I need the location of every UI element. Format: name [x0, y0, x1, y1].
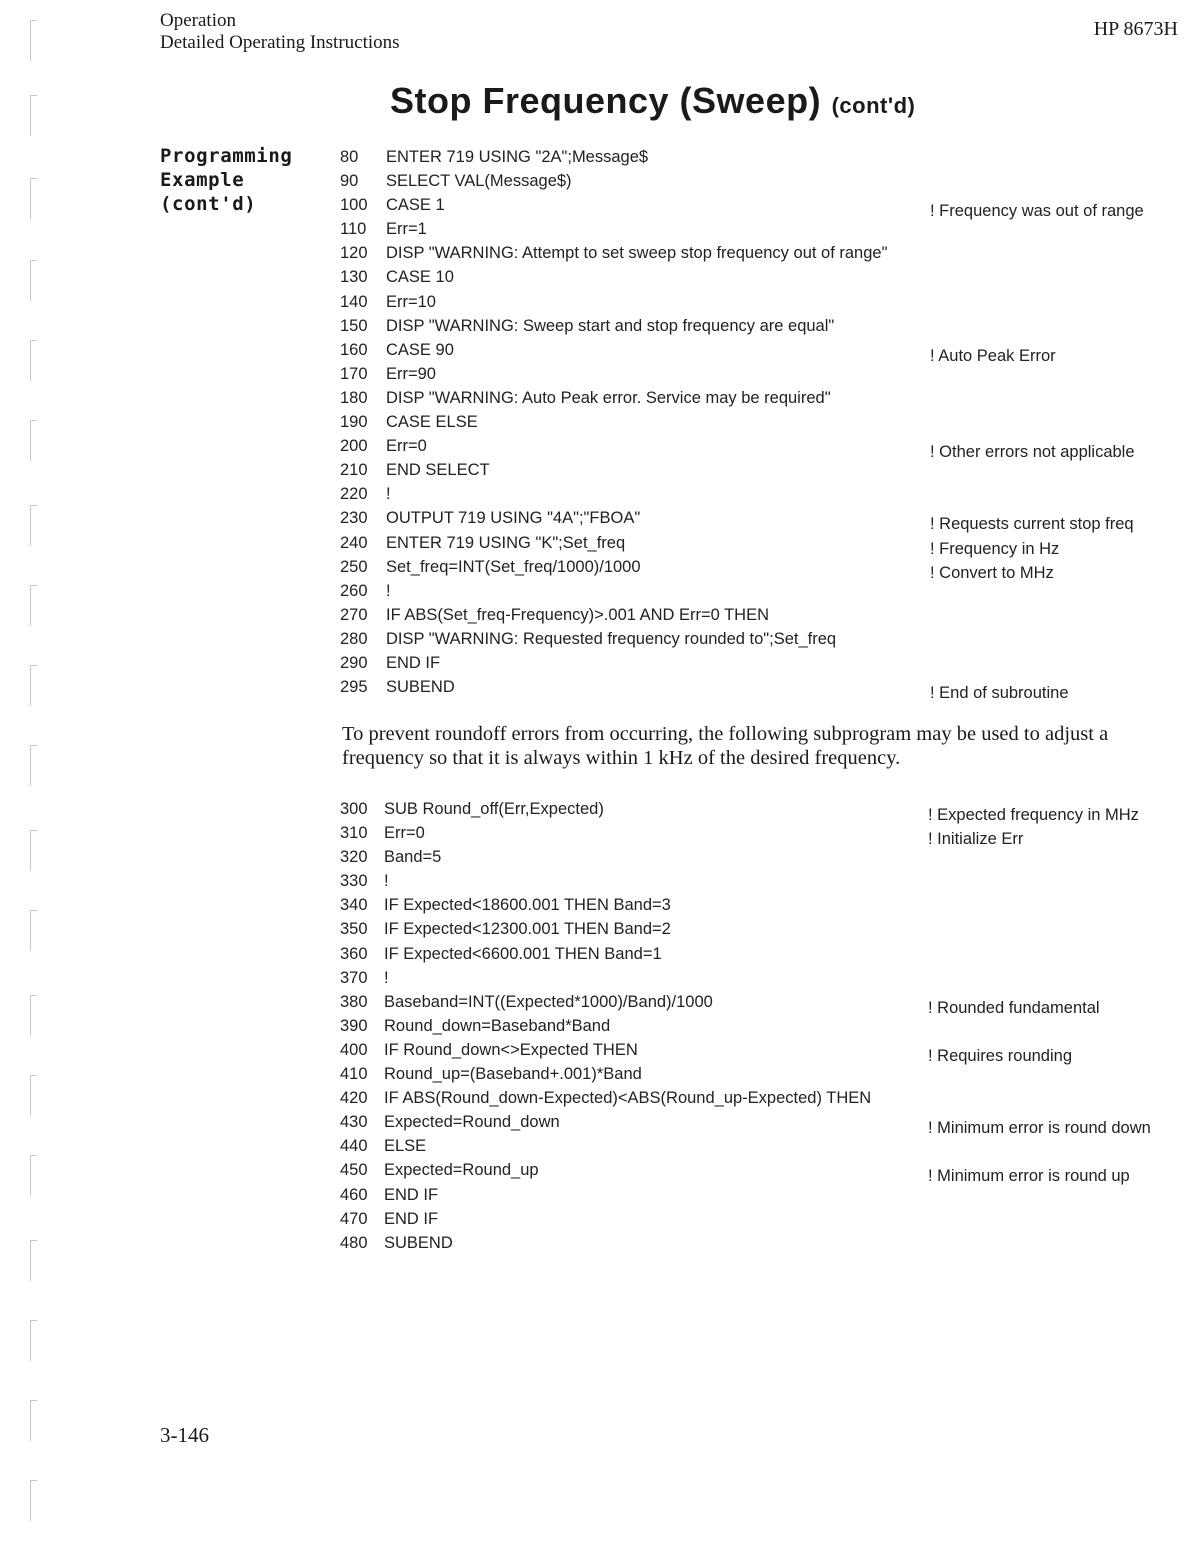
line-number: 350 [340, 920, 368, 939]
code-statement: CASE 90 [386, 340, 454, 359]
line-number: 400 [340, 1040, 368, 1059]
line-number: 220 [340, 485, 368, 504]
code-comment: ! Requires rounding [928, 1046, 1073, 1065]
code-statement: Band=5 [384, 848, 442, 867]
side-heading-line2: Example [160, 169, 245, 191]
line-number: 320 [340, 848, 368, 867]
page-title-suffix: (cont'd) [831, 93, 916, 118]
line-number: 90 [340, 172, 359, 191]
code-statement: ! [384, 968, 389, 987]
code-statement: IF Expected<18600.001 THEN Band=3 [384, 896, 671, 915]
line-number: 230 [340, 509, 368, 528]
code-statement: IF Round_down<>Expected THEN [384, 1040, 638, 1059]
line-number: 160 [340, 340, 368, 359]
code-statement: CASE 1 [386, 196, 445, 215]
header-section: Operation [160, 10, 236, 31]
code-statement: END IF [384, 1185, 439, 1204]
line-number: 190 [340, 413, 368, 432]
line-number: 140 [340, 292, 368, 311]
code-comment: ! Requests current stop freq [930, 515, 1134, 534]
code-statement: Err=1 [386, 220, 427, 239]
line-number: 300 [340, 800, 368, 818]
code-statement: END IF [384, 1209, 439, 1228]
code-comment: ! Frequency was out of range [930, 202, 1144, 221]
line-number: 250 [340, 557, 368, 576]
line-number: 120 [340, 244, 368, 263]
line-number: 270 [340, 605, 368, 624]
line-number: 470 [340, 1209, 368, 1228]
line-number: 420 [340, 1089, 368, 1108]
code-statement: ! [384, 872, 389, 891]
running-header [160, 10, 400, 54]
line-number: 130 [340, 268, 368, 287]
code-statement: END SELECT [386, 461, 490, 480]
code-statement: IF ABS(Set_freq-Frequency)>.001 AND Err=0 THEN [386, 605, 770, 624]
code-comment: ! Minimum error is round down [928, 1119, 1151, 1138]
code-statement: Expected=Round_down [384, 1113, 560, 1132]
page-title-main: Stop Frequency (Sweep) [390, 80, 822, 121]
code-statement: DISP "WARNING: Requested frequency rounded to";Set_freq [386, 629, 837, 648]
side-heading-line1: Programming [160, 145, 293, 167]
code-comment: ! Initialize Err [928, 830, 1024, 849]
code-statement: Err=0 [384, 824, 425, 843]
code-statement: IF Expected<12300.001 THEN Band=2 [384, 920, 671, 939]
line-number: 110 [340, 220, 367, 239]
code-statement: ! [386, 581, 391, 600]
line-number: 430 [340, 1113, 368, 1132]
line-number: 450 [340, 1161, 368, 1180]
line-number: 295 [340, 678, 368, 697]
code-statement: Set_freq=INT(Set_freq/1000)/1000 [386, 557, 641, 576]
line-number: 360 [340, 944, 368, 963]
code-statement: DISP "WARNING: Auto Peak error. Service may be required" [386, 388, 831, 407]
code-statement: Err=90 [386, 364, 436, 383]
code-statement: SUBEND [384, 1233, 453, 1252]
line-number: 80 [340, 148, 359, 166]
code-statement: ELSE [384, 1137, 427, 1156]
line-number: 240 [340, 533, 368, 552]
code-comment: ! Expected frequency in MHz [928, 806, 1139, 824]
line-number: 150 [340, 316, 368, 335]
line-number: 290 [340, 653, 368, 672]
line-number: 480 [340, 1233, 368, 1252]
line-number: 380 [340, 992, 368, 1011]
code-comment: ! Other errors not applicable [930, 443, 1135, 462]
header-model: HP 8673H [1093, 18, 1178, 40]
line-number: 100 [340, 196, 368, 215]
code-statement: Err=10 [386, 292, 436, 311]
code-comment: ! Rounded fundamental [928, 998, 1100, 1017]
code-statement: SUB Round_off(Err,Expected) [384, 800, 604, 818]
header-subsection: Detailed Operating Instructions [160, 32, 400, 53]
code-statement: IF ABS(Round_down-Expected)<ABS(Round_up-Expected) THEN [384, 1089, 872, 1108]
code-comment: ! Auto Peak Error [930, 346, 1056, 365]
code-statement: IF Expected<6600.001 THEN Band=1 [384, 944, 662, 963]
body-paragraph: To prevent roundoff errors from occurring, the following subprogram may be used to adjust a frequency so that it is always within 1 kHz of the desired frequency. [342, 723, 1109, 769]
code-statement: OUTPUT 719 USING "4A";"FBOA" [386, 509, 641, 528]
code-comment: ! Convert to MHz [930, 563, 1054, 582]
line-number: 200 [340, 437, 368, 456]
line-number: 280 [340, 629, 368, 648]
code-statement: CASE ELSE [386, 413, 478, 432]
line-number: 460 [340, 1185, 368, 1204]
line-number: 180 [340, 388, 368, 407]
line-number: 440 [340, 1137, 368, 1156]
code-comment: ! End of subroutine [930, 684, 1069, 703]
code-comment: ! Minimum error is round up [928, 1167, 1130, 1186]
line-number: 210 [340, 461, 368, 480]
line-number: 170 [340, 364, 368, 383]
code-statement: Expected=Round_up [384, 1161, 539, 1180]
side-heading [160, 144, 292, 216]
code-statement: Baseband=INT((Expected*1000)/Band)/1000 [384, 992, 713, 1011]
code-statement: SUBEND [386, 678, 455, 697]
side-heading-line3: (cont'd) [160, 193, 257, 215]
code-statement: CASE 10 [386, 268, 454, 287]
code-statement: Round_down=Baseband*Band [384, 1016, 611, 1035]
code-statement: Round_up=(Baseband+.001)*Band [384, 1065, 642, 1084]
binding-margin [20, 0, 50, 1568]
code-statement: SELECT VAL(Message$) [386, 172, 572, 191]
line-number: 260 [340, 581, 368, 600]
line-number: 340 [340, 896, 368, 915]
line-number: 370 [340, 968, 368, 987]
page-title [390, 80, 915, 122]
code-statement: ! [386, 485, 391, 504]
code-statement: ENTER 719 USING "K";Set_freq [386, 533, 626, 552]
code-comment: ! Frequency in Hz [930, 539, 1060, 558]
code-statement: ENTER 719 USING "2A";Message$ [386, 148, 649, 166]
line-number: 410 [340, 1065, 368, 1084]
code-statement: DISP "WARNING: Sweep start and stop frequency are equal" [386, 316, 835, 335]
line-number: 390 [340, 1016, 368, 1035]
line-number: 330 [340, 872, 368, 891]
code-statement: Err=0 [386, 437, 427, 456]
page-number: 3-146 [160, 1423, 209, 1447]
code-statement: DISP "WARNING: Attempt to set sweep stop frequency out of range" [386, 244, 888, 263]
code-statement: END IF [386, 653, 441, 672]
line-number: 310 [340, 824, 368, 843]
